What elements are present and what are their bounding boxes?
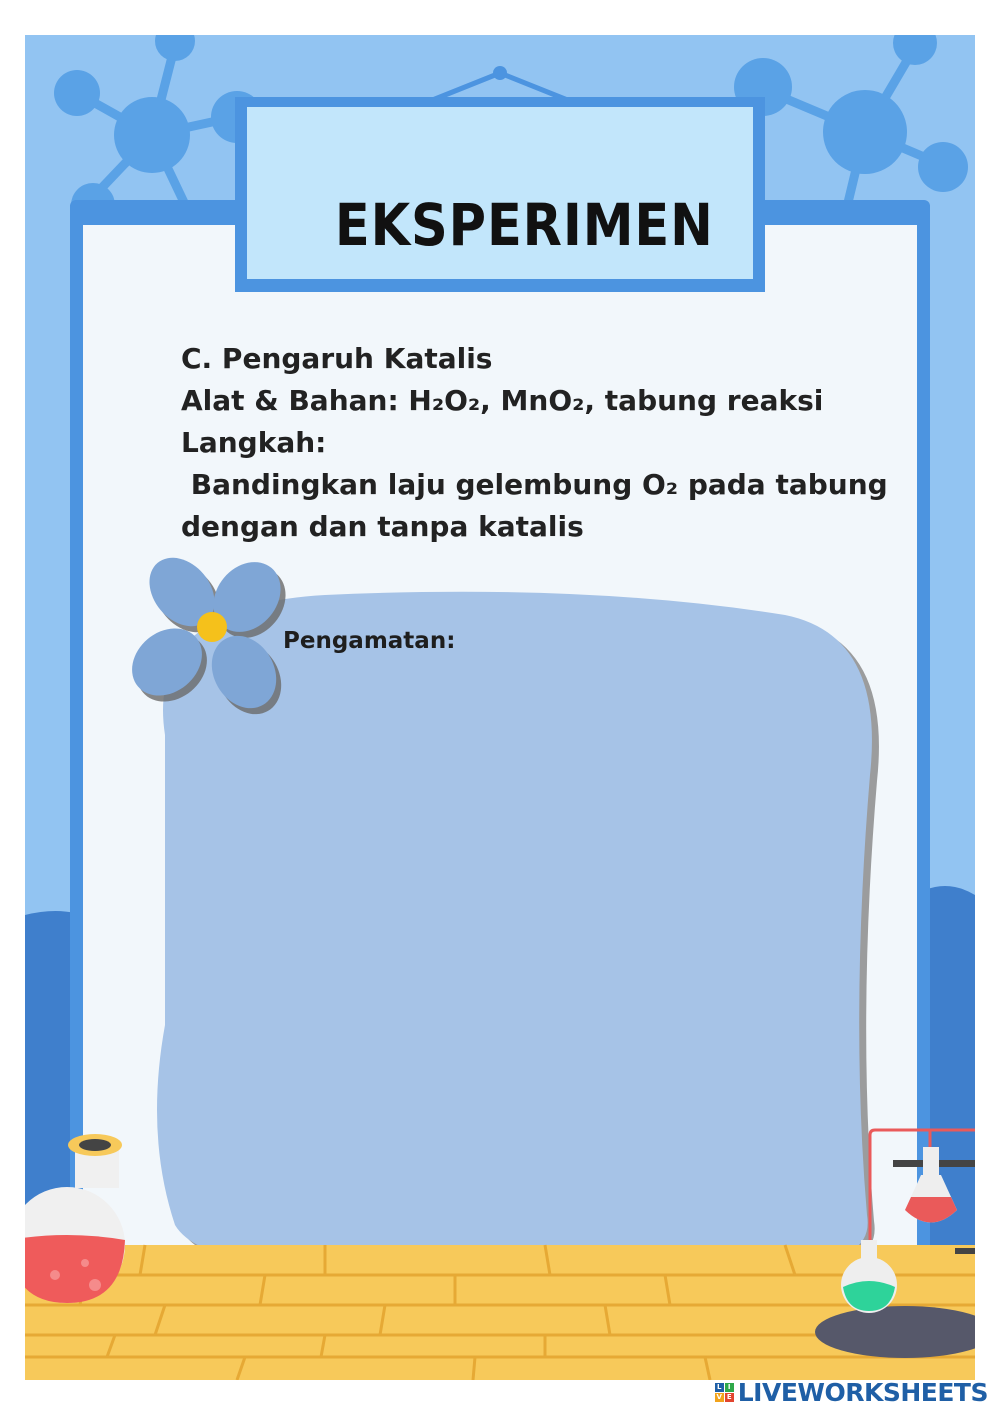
section-heading: C. Pengaruh Katalis <box>181 342 493 375</box>
mark-letter-l: L <box>715 1383 724 1392</box>
title-banner <box>273 140 775 310</box>
step-text-line-2: dengan dan tanpa katalis <box>181 510 584 543</box>
observation-label: Pengamatan: <box>283 628 456 654</box>
mark-letter-i: I <box>725 1383 734 1392</box>
mark-letter-e: E <box>725 1393 734 1402</box>
observation-answer-field[interactable] <box>165 665 849 1229</box>
brand-name: LIVEWORKSHEETS <box>737 1378 988 1407</box>
page-title: EKSPERIMEN <box>334 191 714 259</box>
liveworksheets-mark-icon <box>715 1383 734 1402</box>
mark-letter-v: V <box>716 1393 722 1401</box>
liveworksheets-logo <box>715 1378 988 1407</box>
materials-text: Alat & Bahan: H₂O₂, MnO₂, tabung reaksi <box>181 384 824 417</box>
steps-label: Langkah: <box>181 426 327 459</box>
molecule-icon <box>54 35 263 227</box>
experiment-instructions <box>181 338 901 548</box>
step-text-line-1: Bandingkan laju gelembung O₂ pada tabung <box>181 468 888 501</box>
